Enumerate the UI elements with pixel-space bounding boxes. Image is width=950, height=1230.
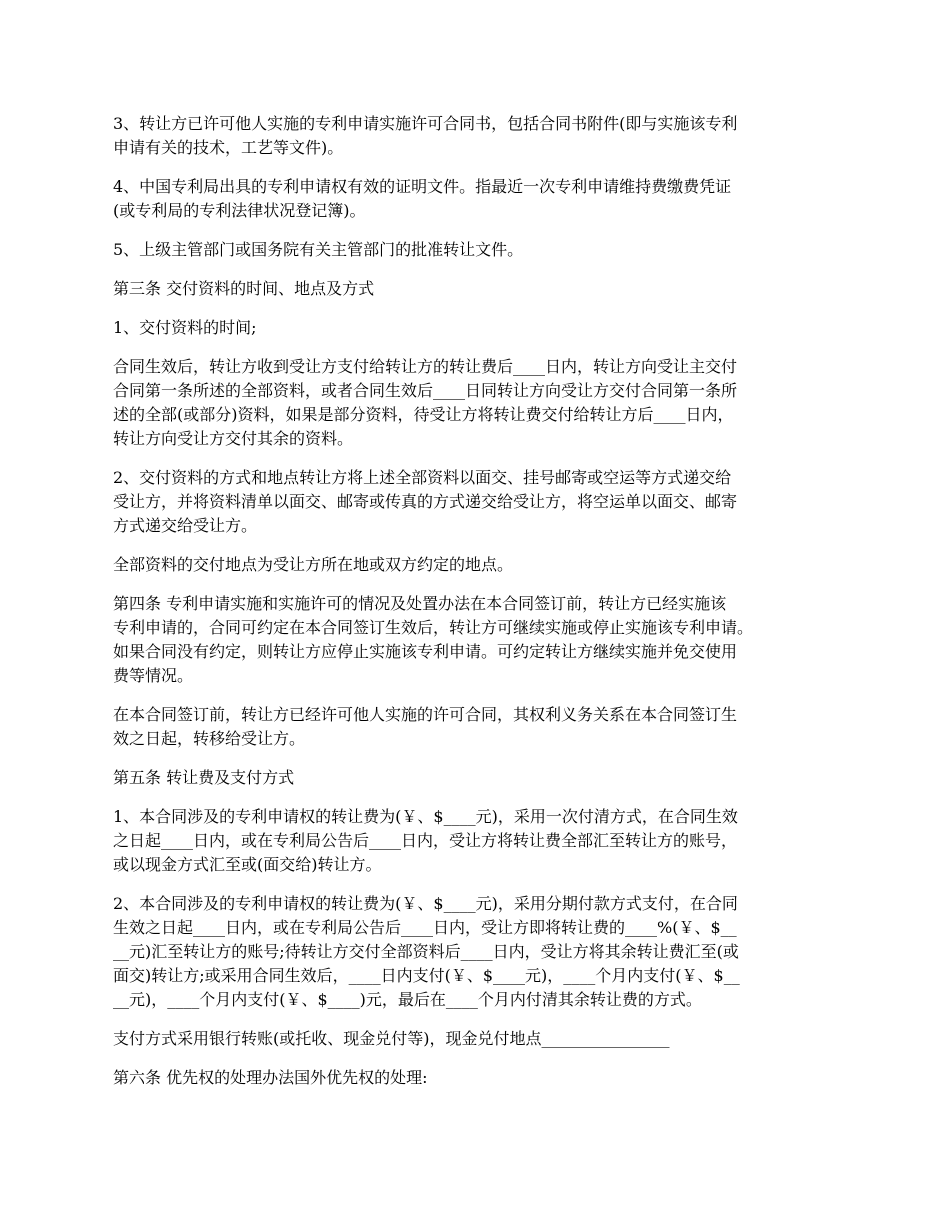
- paragraph-line: 合同第一条所述的全部资料，或者合同生效后____日同转让方向受让方交付合同第一条所: [113, 381, 738, 400]
- paragraph-line: 方式递交给受让方。: [113, 516, 258, 535]
- paragraph-line: 转让方向受让方交付其余的资料。: [113, 429, 354, 448]
- paragraph-line: 2、交付资料的方式和地点转让方将上述全部资料以面交、挂号邮寄或空运等方式递交给: [113, 468, 732, 487]
- paragraph-line: 受让方，并将资料清单以面交、邮寄或传真的方式递交给受让方，将空运单以面交、邮寄: [113, 492, 738, 511]
- paragraph-line: 4、中国专利局出具的专利申请权有效的证明文件。指最近一次专利申请维持费缴费凭证: [113, 177, 732, 196]
- paragraph: [113, 592, 843, 688]
- paragraph-line: 生效之日起____日内，或在专利局公告后____日内，受让方即将转让费的____%(￥、$__: [113, 918, 737, 937]
- paragraph-line: __元)，____个月内支付(￥、$____)元，最后在____个月内付清其余转让费的方式。: [113, 990, 702, 1009]
- paragraph-line: 支付方式采用银行转账(或托收、现金兑付等)，现金兑付地点________________: [113, 1029, 670, 1048]
- paragraph-line: 第三条 交付资料的时间、地点及方式: [113, 279, 375, 298]
- paragraph-line: 专利申请的，合同可约定在本合同签订生效后，转让方可继续实施或停止实施该专利申请。: [113, 618, 754, 637]
- paragraph: [113, 355, 843, 451]
- paragraph-line: 1、本合同涉及的专利申请权的转让费为(￥、$____元)，采用一次付清方式，在合同生效: [113, 807, 738, 826]
- paragraph: [113, 805, 843, 877]
- paragraph-line: 第六条 优先权的处理办法国外优先权的处理:: [113, 1068, 428, 1087]
- paragraph-line: 在本合同签订前，转让方已经许可他人实施的许可合同，其权利义务关系在本合同签订生: [113, 705, 738, 724]
- paragraph: [113, 112, 843, 160]
- paragraph-line: 第四条 专利申请实施和实施许可的情况及处置办法在本合同签订前，转让方已经实施该: [113, 594, 727, 613]
- paragraph-line: __元)汇至转让方的账号;待转让方交付全部资料后____日内，受让方将其余转让费汇至(或: [113, 942, 739, 961]
- paragraph-line: 面交)转让方;或采用合同生效后，____日内支付(￥、$____元)，____个月内支付(￥、$__: [113, 966, 740, 985]
- paragraph: [113, 766, 843, 790]
- paragraph: [113, 553, 843, 577]
- paragraph: [113, 316, 843, 340]
- paragraph-line: 2、本合同涉及的专利申请权的转让费为(￥、$____元)，采用分期付款方式支付，在合同: [113, 894, 738, 913]
- paragraph: [113, 703, 843, 751]
- paragraph: [113, 892, 843, 1012]
- paragraph: [113, 1027, 843, 1051]
- paragraph-line: 述的全部(或部分)资料，如果是部分资料，待受让方将转让费交付给转让方后____日内，: [113, 405, 734, 424]
- paragraph-line: 全部资料的交付地点为受让方所在地或双方约定的地点。: [113, 555, 514, 574]
- paragraph-line: 第五条 转让费及支付方式: [113, 768, 295, 787]
- paragraph-line: 1、交付资料的时间;: [113, 318, 257, 337]
- paragraph: [113, 238, 843, 262]
- paragraph-line: 5、上级主管部门或国务院有关主管部门的批准转让文件。: [113, 240, 524, 259]
- paragraph: [113, 277, 843, 301]
- paragraph: [113, 175, 843, 223]
- document-page: [113, 112, 843, 1105]
- paragraph-line: 效之日起，转移给受让方。: [113, 729, 306, 748]
- paragraph-line: 费等情况。: [113, 666, 194, 685]
- paragraph: [113, 466, 843, 538]
- paragraph-line: 合同生效后，转让方收到受让方支付给转让方的转让费后____日内，转让方向受让主交付: [113, 357, 738, 376]
- paragraph-line: 申请有关的技术，工艺等文件)。: [113, 138, 344, 157]
- paragraph-line: 如果合同没有约定，则转让方应停止实施该专利申请。可约定转让方继续实施并免交使用: [113, 642, 738, 661]
- paragraph-line: 之日起____日内，或在专利局公告后____日内，受让方将转让费全部汇至转让方的账号，: [113, 831, 738, 850]
- paragraph-line: 或以现金方式汇至或(面交给)转让方。: [113, 855, 382, 874]
- paragraph: [113, 1066, 843, 1090]
- paragraph-line: 3、转让方已许可他人实施的专利申请实施许可合同书，包括合同书附件(即与实施该专利: [113, 114, 738, 133]
- paragraph-line: (或专利局的专利法律状况登记簿)。: [113, 201, 366, 220]
